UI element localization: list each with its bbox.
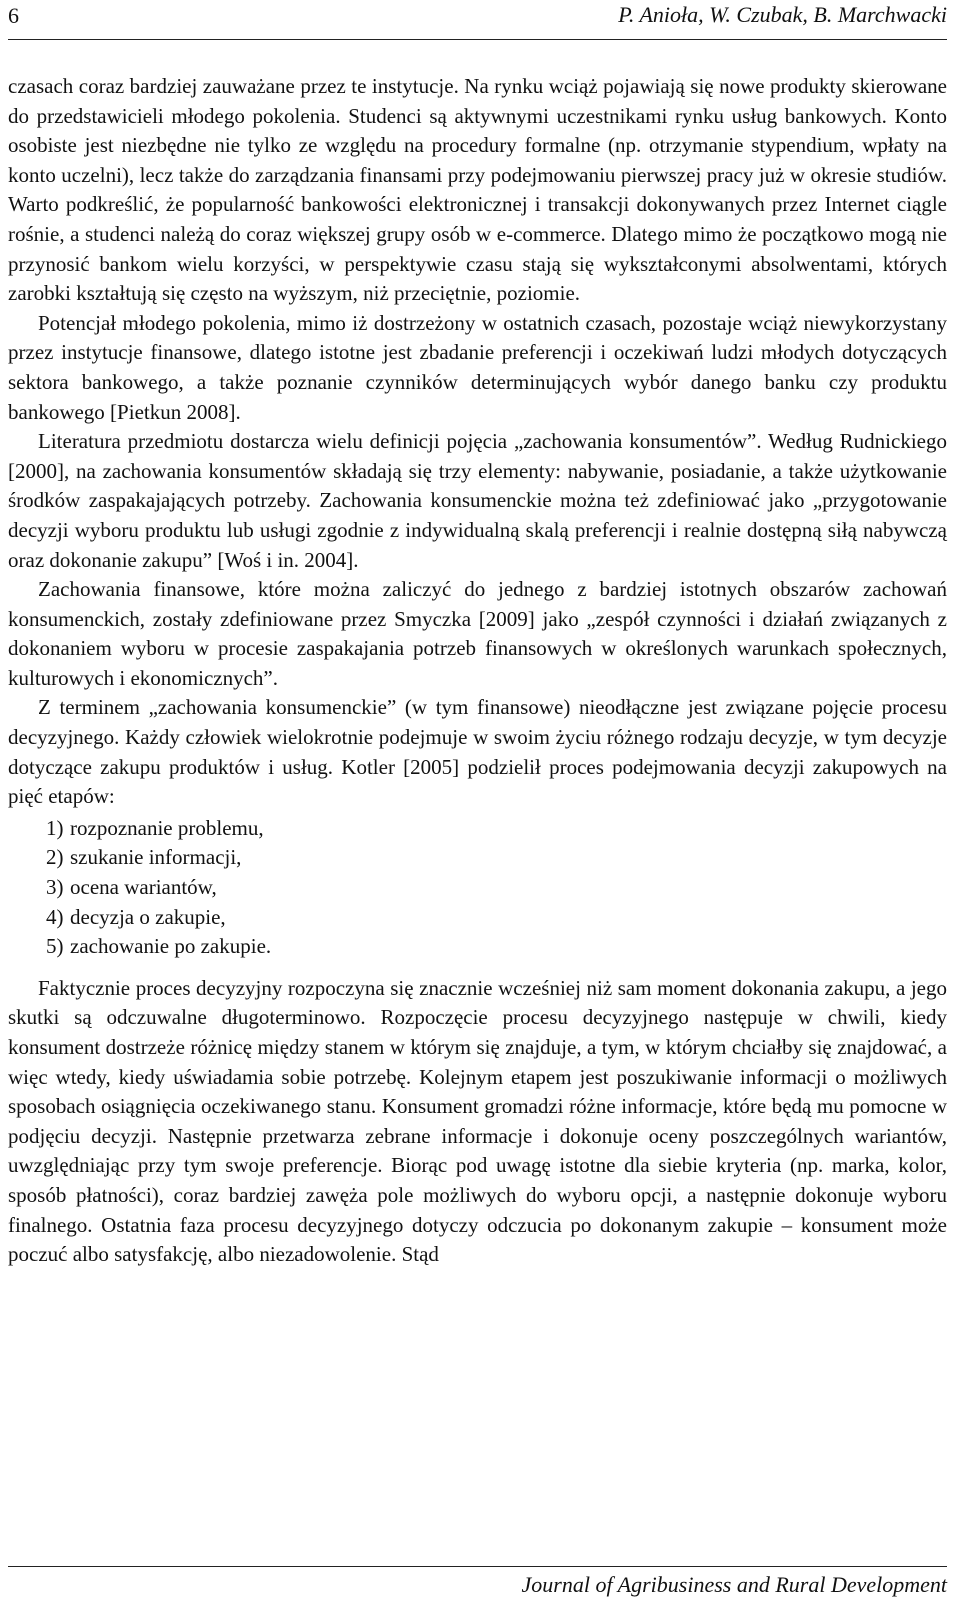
list-item-number: 4) (46, 904, 64, 929)
list-item-text: ocena wariantów, (70, 875, 217, 900)
list-item (8, 903, 947, 933)
paragraph-4: Zachowania finansowe, które można zaliczyć do jednego z bardziej istotnych obszarów zachowań konsumenckich, zostały zdefiniowane przez Smyczka [2009] jako „zespół czynności i działań związanych z dokonaniem wyboru w procesie zaspakajania potrzeb finansowych w określonych warunkach społecznych, kulturowych i ekonomicznych”. (8, 577, 947, 690)
paragraph-6: Faktycznie proces decyzyjny rozpoczyna się znacznie wcześniej niż sam moment dokonania zakupu, a jego skutki są odczuwalne długoterminowo. Rozpoczęcie procesu decyzyjnego następuje w chwili, kiedy konsument dostrzeże różnicę między stanem w którym się znajduje, a tym, w którym chciałby się znajdować, a więc wtedy, kiedy uświadamia sobie potrzebę. Kolejnym etapem jest poszukiwanie informacji o możliwych sposobach osiągnięcia oczekiwanego stanu. Konsument gromadzi różne informacje, które będą mu pomocne w podjęciu decyzji. Następnie przetwarza zebrane informacje i dokonuje oceny poszczególnych wariantów, uwzględniając przy tym swoje preferencje. Biorąc pod uwagę istotne dla siebie kryteria (np. marka, kolor, sposób płatności), coraz bardziej zawęża pole możliwych do wyboru opcji, a następnie dokonuje wyboru finalnego. Ostatnia faza procesu decyzyjnego dotyczy odczucia po dokonanym zakupie – konsument może poczuć albo satysfakcję, albo niezadowolenie. Stąd (8, 975, 947, 1267)
journal-footer: Journal of Agribusiness and Rural Development (521, 1572, 947, 1597)
running-head-authors: P. Anioła, W. Czubak, B. Marchwacki (618, 2, 947, 27)
page-number: 6 (8, 3, 19, 28)
list-item (8, 873, 947, 903)
list-item (8, 814, 947, 844)
paragraph-1: czasach coraz bardziej zauważane przez te instytucje. Na rynku wciąż pojawiają się nowe produkty skierowane do przedstawicieli młodego pokolenia. Studenci są aktywnymi uczestnikami rynku usług bankowych. Konto osobiste jest niezbędne nie tylko ze względu na procedury formalne (np. otrzymanie stypendium, wpłaty na konto uczelni), lecz także do zarządzania finansami przy podejmowaniu pierwszej pracy już w okresie studiów. Warto podkreślić, że popularność bankowości elektronicznej i transakcji dokonywanych przez Internet ciągle rośnie, a studenci należą do coraz większej grupy osób w e-commerce. Dlatego mimo że początkowo mogą nie przynosić bankom wielu korzyści, w perspektywie czasu stają się wykształconymi absolwentami, których zarobki kształtują się często na wyższym, niż przeciętnie, poziomie. (8, 74, 947, 306)
list-item-text: zachowanie po zakupie. (70, 934, 272, 959)
list-item (8, 843, 947, 873)
decision-stages-list (8, 814, 947, 962)
paragraph-5: Z terminem „zachowania konsumenckie” (w tym finansowe) nieodłączne jest związane pojęcie procesu decyzyjnego. Każdy człowiek wielokrotnie podejmuje w swoim życiu różnego rodzaju decyzje, w tym decyzje dotyczące zakupu produktów i usług. Kotler [2005] podzielił proces podejmowania decyzji zakupowych na pięć etapów: (8, 695, 947, 809)
list-item-text: rozpoznanie problemu, (70, 815, 264, 840)
article-body (8, 72, 947, 1270)
paragraph-3: Literatura przedmiotu dostarcza wielu definicji pojęcia „zachowania konsumentów”. Według Rudnickiego [2000], na zachowania konsumentów składają się trzy elementy: nabywanie, posiadanie, a także użytkowanie środków zaspakajających potrzeby. Zachowania konsumenckie można też zdefiniować jako „przygotowanie decyzji wyboru produktu lub usługi zgodnie z indywidualną skalą preferencji i realnie dostępną siłą nabywczą oraz dokonanie zakupu” [Woś i in. 2004]. (8, 429, 947, 572)
paragraph-2: Potencjał młodego pokolenia, mimo iż dostrzeżony w ostatnich czasach, pozostaje wciąż niewykorzystany przez instytucje finansowe, dlatego istotne jest zbadanie preferencji i oczekiwań ludzi młodych dotyczących sektora bankowego, a także poznanie czynników determinujących wybór danego banku czy produktu bankowego [Pietkun 2008]. (8, 310, 947, 424)
header-rule (8, 39, 947, 40)
page-header (0, 0, 960, 38)
list-item (8, 932, 947, 962)
footer-rule (8, 1566, 947, 1567)
list-item-number: 2) (46, 845, 64, 870)
list-item-text: szukanie informacji, (70, 845, 242, 870)
list-item-number: 1) (46, 815, 64, 840)
list-item-text: decyzja o zakupie, (70, 904, 226, 929)
list-item-number: 3) (46, 875, 64, 900)
list-item-number: 5) (46, 934, 64, 959)
